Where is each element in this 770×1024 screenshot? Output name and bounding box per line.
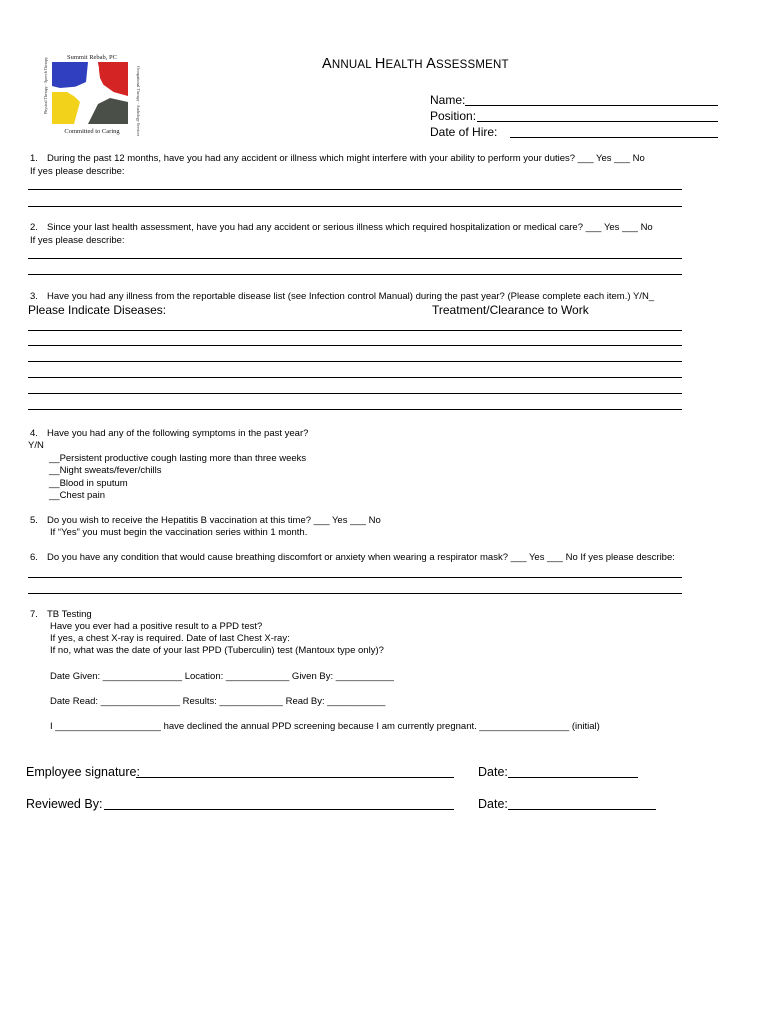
logo-side-left: Physical Therapy · Speech Therapy	[43, 57, 48, 114]
q3-answer-line-4[interactable]	[28, 377, 682, 378]
date-of-hire-label: Date of Hire:	[430, 125, 498, 139]
date-of-hire-field[interactable]	[510, 137, 718, 138]
name-label: Name:	[430, 93, 466, 107]
employee-signature-date-field[interactable]	[508, 777, 638, 778]
q7-date-given-row[interactable]: Date Given: _______________ Location: ____________ Given By: ___________	[50, 671, 394, 682]
q5-text: Do you wish to receive the Hepatitis B vaccination at this time? ___ Yes ___ No	[47, 515, 381, 526]
q6-number: 6.	[30, 552, 38, 563]
position-field[interactable]	[477, 121, 718, 122]
name-field[interactable]	[465, 105, 718, 106]
q3-answer-line-6[interactable]	[28, 409, 682, 410]
position-label: Position:	[430, 109, 477, 123]
q4-symptom-cough[interactable]: __Persistent productive cough lasting more than three weeks	[49, 453, 307, 464]
q4-yn: Y/N	[28, 440, 44, 451]
reviewed-by-date-field[interactable]	[508, 809, 656, 810]
q2-text: Since your last health assessment, have you had any accident or serious illness which required hospitalization or medical care? ___ Yes ___ No	[47, 222, 653, 233]
q1-text: During the past 12 months, have you had any accident or illness which might interfere with your ability to perform your duties? ___ Yes ___ No	[47, 153, 645, 164]
q7-line-1: Have you ever had a positive result to a PPD test?	[50, 621, 263, 632]
company-logo	[40, 52, 144, 136]
q7-number: 7.	[30, 609, 38, 620]
q4-symptom-chest-pain[interactable]: __Chest pain	[49, 490, 105, 501]
q1-answer-line-1[interactable]	[28, 189, 682, 190]
reviewed-by-label: Reviewed By:	[26, 797, 103, 811]
q4-symptom-blood[interactable]: __Blood in sputum	[49, 478, 128, 489]
q1-answer-line-2[interactable]	[28, 206, 682, 207]
q3-answer-line-1[interactable]	[28, 330, 682, 331]
q4-number: 4.	[30, 428, 38, 439]
q7-heading: TB Testing	[47, 609, 92, 620]
q3-answer-line-5[interactable]	[28, 393, 682, 394]
reviewed-by-field[interactable]	[104, 809, 454, 810]
q5-number: 5.	[30, 515, 38, 526]
q3-answer-line-3[interactable]	[28, 361, 682, 362]
employee-signature-label: Employee signature:	[26, 765, 140, 779]
q1-describe: If yes please describe:	[30, 166, 125, 177]
q4-text: Have you had any of the following symptoms in the past year?	[47, 428, 309, 439]
logo-company-name: Summit Rebab, PC	[66, 54, 118, 61]
q7-line-3: If no, what was the date of your last PPD (Tuberculin) test (Mantoux type only)?	[50, 645, 384, 656]
q3-treatment-header: Treatment/Clearance to Work	[432, 303, 589, 317]
logo-side-right: Occupational Therapy · Audiology Services	[136, 66, 141, 136]
date-label-2: Date:	[478, 797, 508, 811]
q2-answer-line-2[interactable]	[28, 274, 682, 275]
q2-answer-line-1[interactable]	[28, 258, 682, 259]
q6-answer-line-2[interactable]	[28, 593, 682, 594]
q7-declined-row[interactable]: I ____________________ have declined the annual PPD screening because I am currently pregnant. _________________ (initial)	[50, 721, 600, 732]
q3-answer-line-2[interactable]	[28, 345, 682, 346]
q2-describe: If yes please describe:	[30, 235, 125, 246]
logo-tagline: Committed to Caring	[64, 128, 120, 135]
q4-symptom-night-sweats[interactable]: __Night sweats/fever/chills	[49, 465, 162, 476]
q7-date-read-row[interactable]: Date Read: _______________ Results: ____________ Read By: ___________	[50, 696, 386, 707]
q3-diseases-header: Please Indicate Diseases:	[28, 303, 167, 317]
q6-text: Do you have any condition that would cause breathing discomfort or anxiety when wearing a respirator mask? ___ Yes ___ No If yes please describe:	[47, 552, 675, 563]
q3-text: Have you had any illness from the reportable disease list (see Infection control Manual) during the past year? (Please complete each item.) Y/N_	[47, 291, 655, 302]
q7-line-2: If yes, a chest X-ray is required. Date of last Chest X-ray:	[50, 633, 290, 644]
q6-answer-line-1[interactable]	[28, 577, 682, 578]
q3-number: 3.	[30, 291, 38, 302]
employee-signature-field[interactable]	[136, 777, 454, 778]
page-title: ANNUAL HEALTH ASSESSMENT	[322, 56, 509, 72]
q2-number: 2.	[30, 222, 38, 233]
q5-note: If “Yes” you must begin the vaccination series within 1 month.	[50, 527, 308, 538]
q1-number: 1.	[30, 153, 38, 164]
date-label-1: Date:	[478, 765, 508, 779]
